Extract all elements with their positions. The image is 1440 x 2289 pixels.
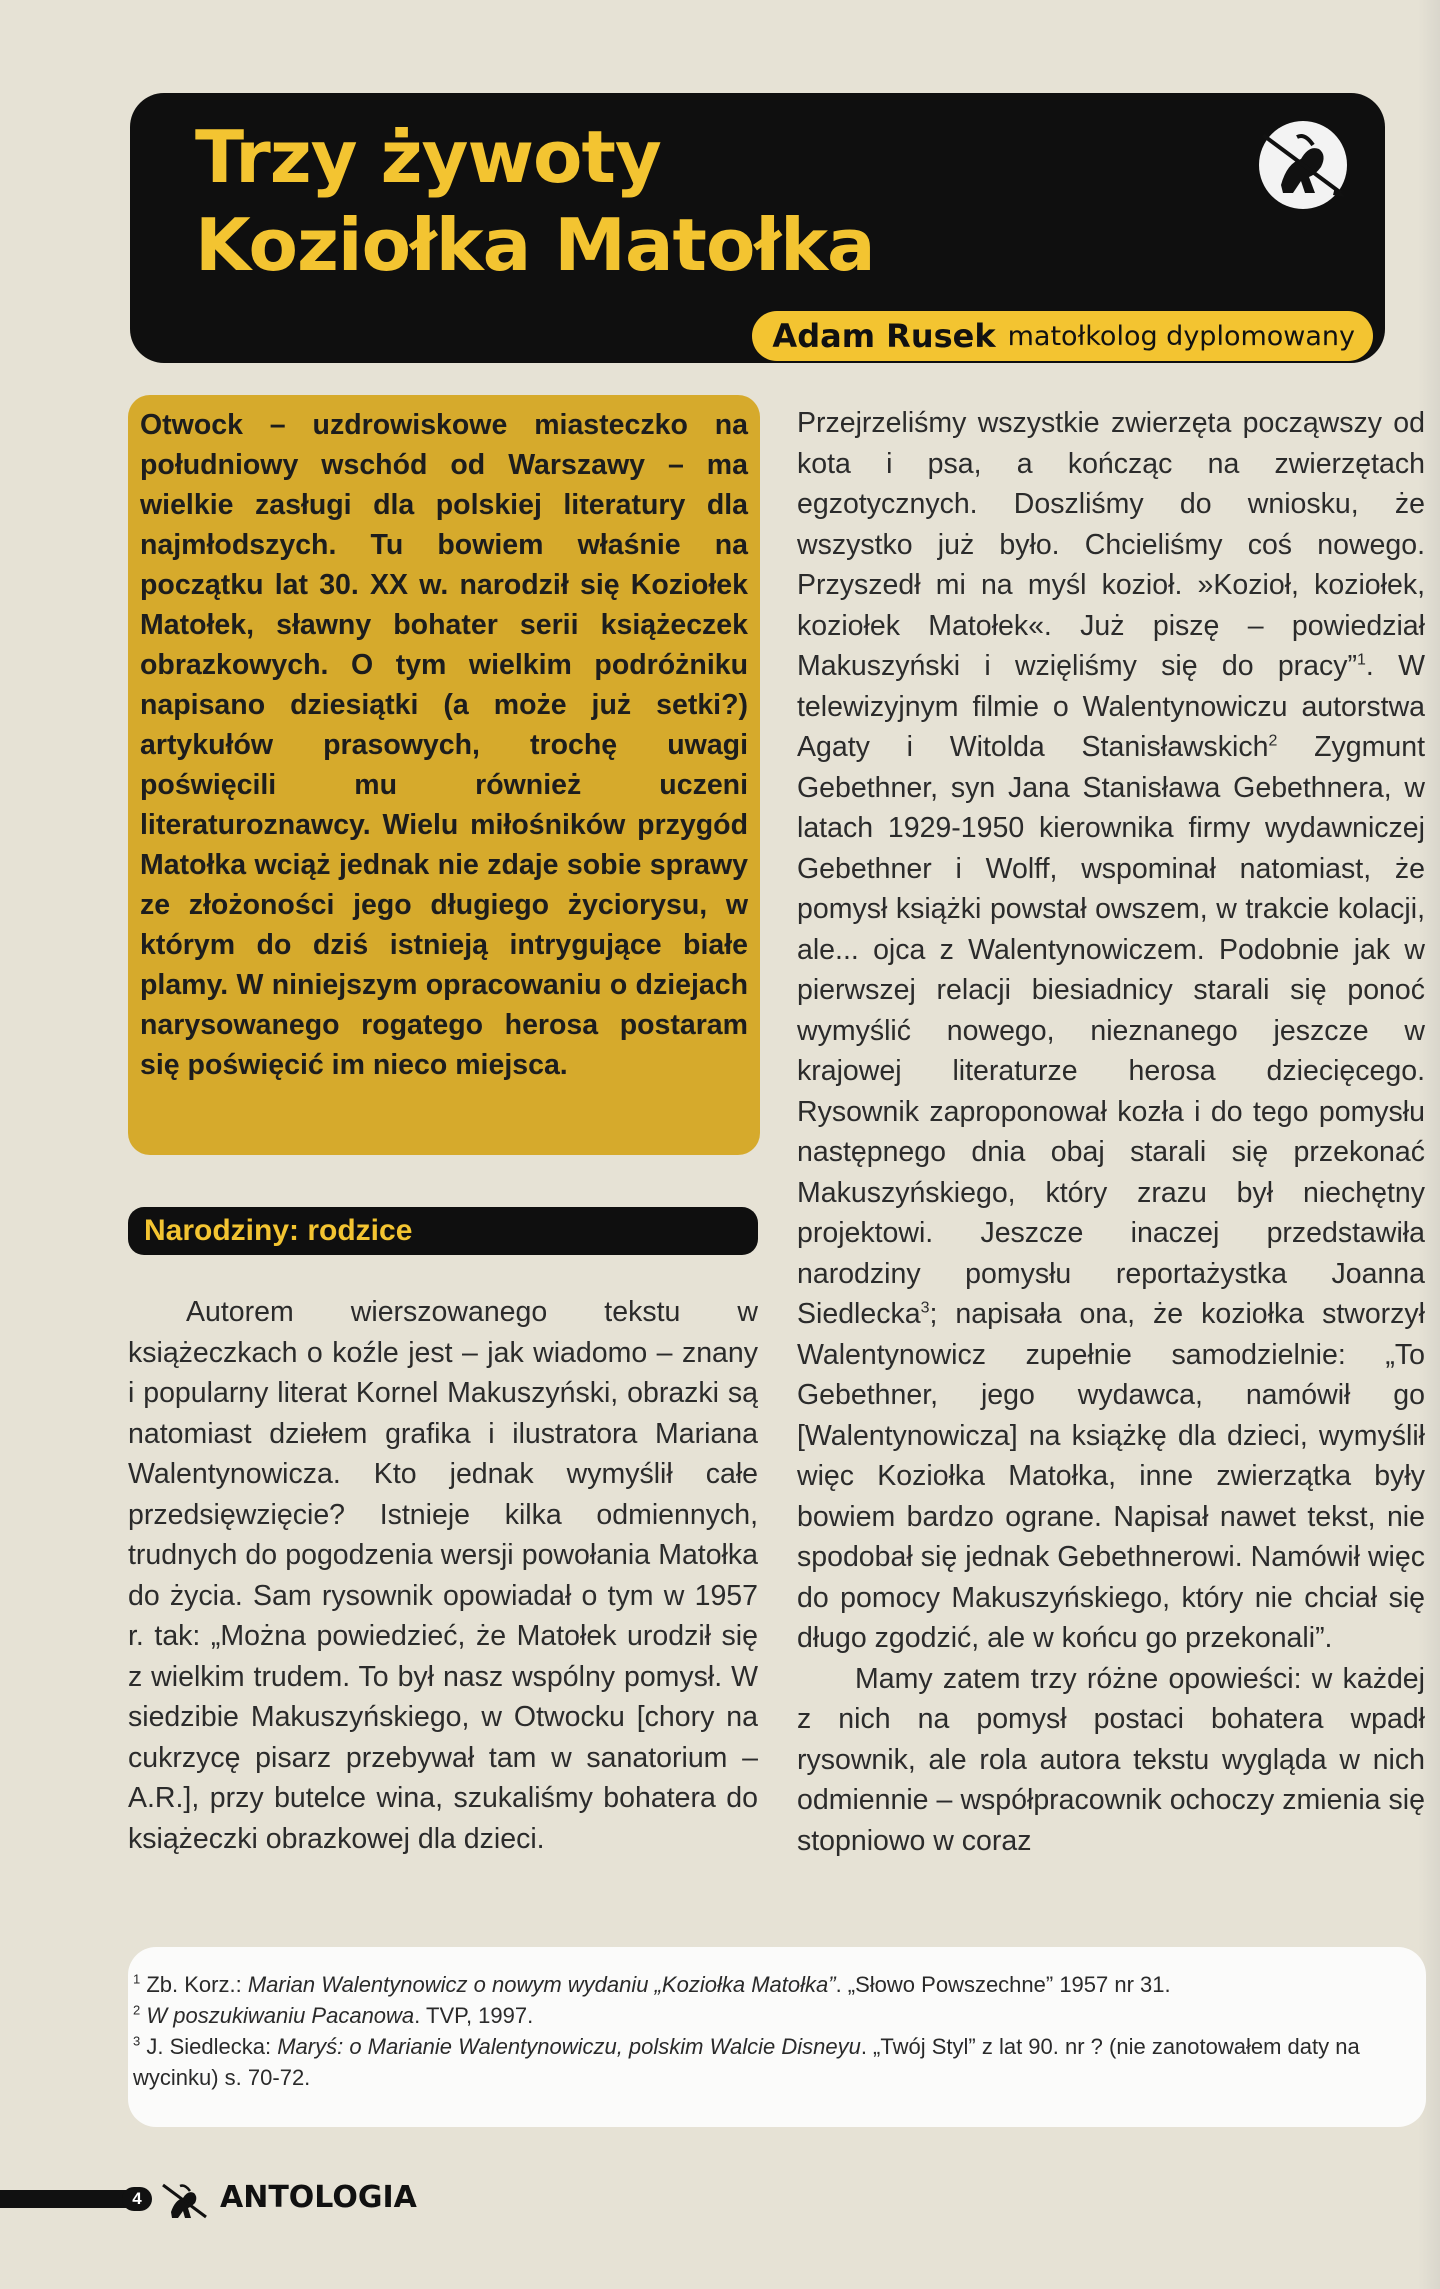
footnote-text: J. Siedlecka: [146, 2034, 278, 2059]
footnote-title: Maryś: o Marianie Walentynowiczu, polskim Walcie Disneyu [277, 2034, 861, 2059]
magazine-name: ANTOLOGIA [220, 2180, 417, 2215]
author-name: Adam Rusek [772, 317, 996, 355]
footnote-text: . TVP, 1997. [414, 2003, 534, 2028]
article-title [195, 113, 875, 289]
lead-text: Otwock – uzdrowiskowe miasteczko na południowy wschód od Warszawy – ma wielkie zasługi dla polskiej literatury dla najmłodszych. Tu bowiem właśnie na początku lat 30. XX w. narodził się Koziołek Matołek, sławny bohater serii książeczek obrazkowych. O tym wielkim podróżniku napisano dziesiątki (a może już setki?) artykułów prasowych, trochę uwagi poświęcili mu również uczeni literaturoznawcy. Wielu miłośników przygód Matołka wciąż jednak nie zdaje sobie sprawy ze złożoności jego długiego życiorysu, w którym do dziś istnieją intrygujące białe plamy. W niniejszym opracowaniu o dziejach narysowanego rogatego herosa postaram się poświęcić im nieco miejsca. [140, 409, 748, 1081]
body-paragraph: Mamy zatem trzy różne opowieści: w każdej z nich na pomysł postaci bohatera wpadł rysownik, ale rola autora tekstu wygląda w nich odmiennie – współpracownik ochoczy zmienia się stopniowo w coraz [797, 1662, 1425, 1857]
author-byline [752, 311, 1373, 361]
body-paragraph: Autorem wierszowanego tekstu w książeczkach o koźle jest – jak wiadomo – znany i popularny literat Kornel Makuszyński, obrazki są natomiast dziełem grafika i ilustratora Mariana Walentynowicza. Kto jednak wymyślił całe przedsięwzięcie? Istnieje kilka odmiennych, trudnych do pogodzenia wersji powołania Matołka do życia. Sam rysownik opowiadał o tym w 1957 r. tak: „Można powiedzieć, że Matołek urodził się z wielkim trudem. To był nasz wspólny pomysł. W siedzibie Makuszyńskiego, w Otwocku [chory na cukrzycę pisarz przebywał tam w sanatorium – A.R.], przy butelce wina, szukaliśmy bohatera do książeczki obrazkowej dla dzieci. [128, 1296, 758, 1855]
goat-archer-icon [1253, 115, 1353, 215]
footnote-title: Marian Walentynowicz o nowym wydaniu „Koziołka Matołka” [247, 1972, 836, 1997]
text-segment: ; napisała ona, że koziołka stworzył Walentynowicz zupełnie samodzielnie: „To Gebethner, jego wydawca, namówił go [Walentynowicza] na książkę dla dzieci, wymyślił więc Koziołka Matołka, inne zwierzątka były bowiem bardzo ograne. Napisał nawet tekst, nie spodobał się jednak Gebethnerowi. Namówił więc do pomocy Makuszyńskiego, który nie chciał się długo zgodzić, ale w końcu go przekonali”. [797, 1298, 1425, 1654]
footnote-text: Zb. Korz.: [146, 1972, 248, 1997]
section-heading [128, 1207, 758, 1255]
footnote-text: . „Słowo Powszechne” 1957 nr 31. [835, 1972, 1171, 1997]
left-column [128, 1292, 758, 1859]
page-number: 4 [122, 2187, 152, 2211]
footnote-number: 1 [133, 1971, 141, 1987]
title-line-2: Koziołka Matołka [195, 203, 875, 287]
footnote-1 [133, 1969, 1404, 2000]
body-paragraph [797, 403, 1425, 1659]
goat-archer-icon [160, 2177, 210, 2223]
text-segment: Przejrzeliśmy wszystkie zwierzęta począwszy od kota i psa, a kończąc na zwierzętach egzotycznych. Doszliśmy do wniosku, że wszystko już było. Chcieliśmy coś nowego. Przyszedł mi na myśl kozioł. »Kozioł, koziołek, koziołek Matołek«. Już piszę – powiedział Makuszyński i wzięliśmy się do pracy” [797, 407, 1425, 682]
section-heading-text: Narodziny: rodzice [144, 1214, 413, 1247]
footnote-ref-2: 2 [1268, 732, 1278, 750]
footnote-ref-3: 3 [920, 1299, 930, 1317]
article-header [130, 93, 1385, 363]
title-line-1: Trzy żywoty [195, 115, 661, 199]
author-role: matołkolog dyplomowany [1007, 320, 1355, 352]
footer-bar [0, 2190, 140, 2208]
footnote-title: W poszukiwaniu Pacanowa [146, 2003, 415, 2028]
right-column [797, 403, 1425, 1861]
text-segment: . W telewizyjnym filmie o Walentynowiczu autorstwa Agaty i Witolda Stanisławskich [797, 650, 1425, 763]
footnote-3 [133, 2031, 1404, 2093]
footnotes-box [128, 1947, 1426, 2127]
footnote-2 [133, 2000, 1404, 2031]
lead-box [128, 395, 760, 1155]
footnote-ref-1: 1 [1357, 651, 1366, 669]
footnote-number: 2 [133, 2002, 141, 2018]
text-segment: Zygmunt Gebethner, syn Jana Stanisława Gebethnera, w latach 1929-1950 kierownika firmy wydawniczej Gebethner i Wolff, wspominał natomiast, że pomysł książki powstał owszem, w trakcie kolacji, ale... ojca z Walentynowiczem. Podobnie jak w pierwszej relacji biesiadnicy starali się ponoć wymyślić nowego, nieznanego jeszcze w krajowej literaturze herosa dziecięcego. Rysownik zaproponował kozła i do tego pomysłu następnego dnia obaj starali się przekonać Makuszyńskiego, który zrazu był niechętny projektowi. Jeszcze inaczej przedstawiła narodziny pomysłu reportażystka Joanna Siedlecka [797, 731, 1425, 1330]
footnote-number: 3 [133, 2033, 141, 2049]
footnote-text: . „Twój Styl” z lat 90. nr ? (nie zanotowałem daty na wycinku) s. 70-72. [133, 2034, 1360, 2090]
